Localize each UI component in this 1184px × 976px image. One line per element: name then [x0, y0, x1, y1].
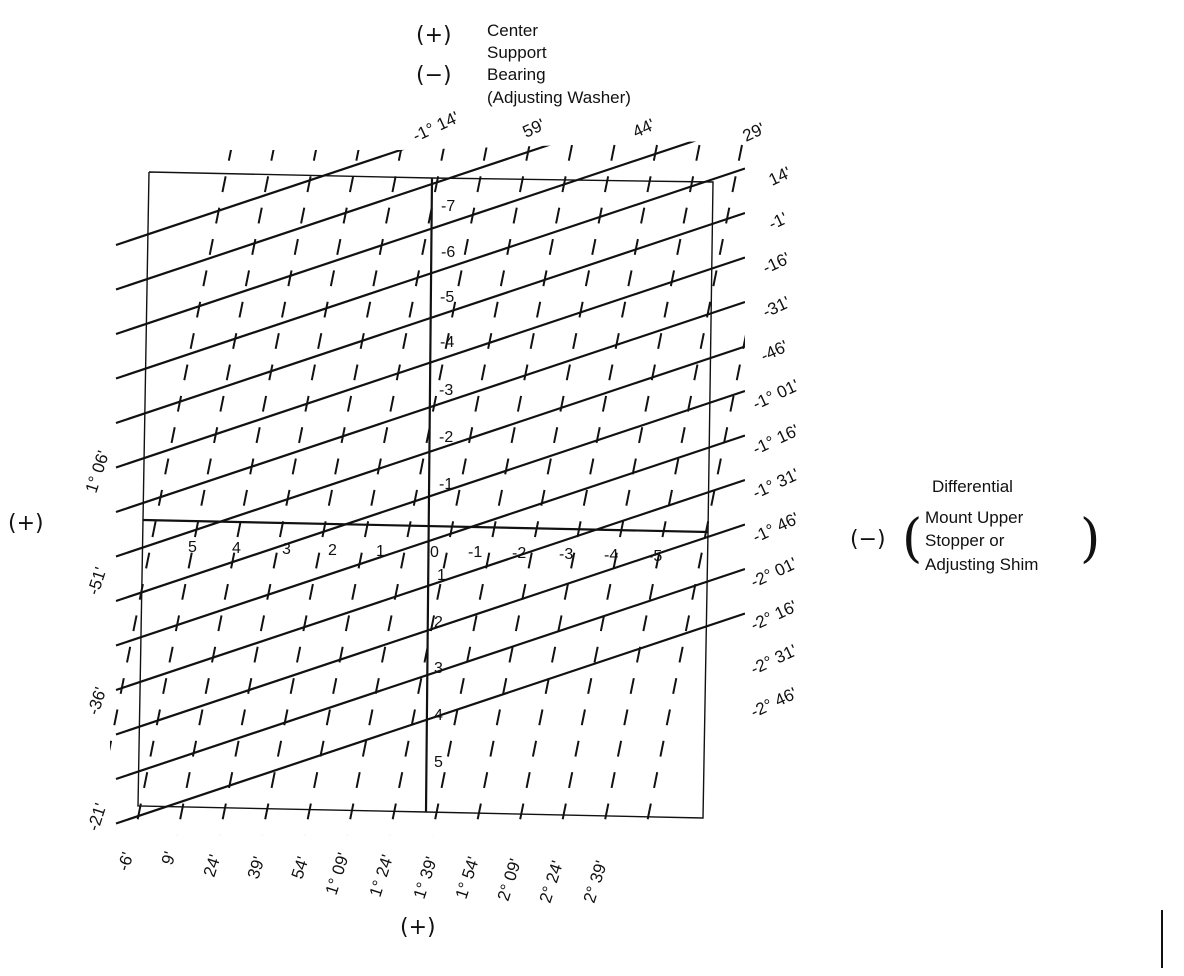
v-tick-label: -7 [441, 198, 456, 215]
h-tick-label: 4 [232, 540, 241, 557]
right-legend [850, 477, 1100, 574]
h-tick-label: 2 [328, 542, 337, 559]
v-tick-label: -5 [440, 289, 455, 306]
right-label: -1° 16' [749, 420, 802, 459]
right-label: -2° 46' [747, 683, 800, 722]
dashed-adjustment-line [475, 145, 615, 835]
v-tick-label: -1 [439, 476, 454, 493]
h-tick-label: 1 [376, 543, 385, 560]
left-plus-symbol: (+) [8, 511, 44, 536]
bottom-plus-symbol: (+) [400, 915, 436, 940]
v-tick-label: 5 [434, 754, 443, 771]
h-tick-label: -1 [468, 544, 483, 561]
bottom-angle-labels [114, 849, 611, 905]
h-origin-label: 0 [430, 544, 439, 561]
right-label: -46' [757, 336, 791, 366]
solid-adjustment-line [116, 569, 745, 779]
top-label: -1° 14' [409, 107, 462, 146]
dashed-adjustment-line [92, 145, 232, 835]
solid-adjustment-line [116, 436, 745, 646]
top-label: 29' [739, 119, 768, 146]
v-tick-label: 2 [434, 614, 443, 631]
v-tick-label: -2 [439, 429, 454, 446]
right-label: -16' [759, 248, 793, 278]
bottom-label: 2° 39' [579, 858, 612, 906]
top-legend-line1: Center [487, 21, 539, 40]
bottom-label: 1° 24' [365, 852, 398, 900]
right-legend-open-paren: ( [902, 509, 923, 569]
bottom-label: 1° 09' [321, 850, 354, 898]
dashed-adjustment-line [390, 145, 530, 835]
solid-adjustment-line [116, 480, 745, 690]
right-label: -1° 31' [749, 464, 802, 503]
bottom-label: 2° 09' [493, 856, 526, 904]
bottom-label: -6' [113, 849, 138, 874]
dashed-adjustment-line [135, 145, 275, 835]
dashed-adjustment-line [177, 145, 317, 835]
h-tick-label: -4 [604, 547, 619, 564]
dashed-adjustment-line [517, 145, 657, 835]
right-legend-line3: Adjusting Shim [925, 555, 1039, 574]
right-angle-labels [748, 163, 802, 722]
v-tick-label: -3 [439, 382, 454, 399]
right-legend-minus: (−) [850, 527, 886, 552]
top-legend-line2: Support [487, 43, 547, 62]
h-tick-label: 3 [282, 541, 291, 558]
right-label: -2° 16' [747, 596, 800, 635]
top-legend-plus: (+) [416, 23, 452, 48]
v-tick-label: 4 [434, 707, 443, 724]
top-legend-line3: Bearing [487, 65, 546, 84]
top-angle-labels [410, 108, 768, 146]
right-legend-title: Differential [932, 477, 1013, 496]
left-label: -36' [83, 684, 111, 718]
top-legend [416, 21, 631, 107]
right-label: -31' [759, 292, 793, 322]
right-label: -1° 46' [749, 508, 802, 547]
dashed-adjustment-line [262, 145, 402, 835]
h-tick-label: -3 [559, 546, 574, 563]
v-tick-label: -4 [440, 334, 455, 351]
right-legend-line2: Stopper or [925, 531, 1005, 550]
right-label: -1' [765, 208, 791, 234]
right-legend-line1: Mount Upper [925, 508, 1024, 527]
dashed-adjustment-line [347, 145, 487, 835]
v-tick-label: -6 [441, 244, 456, 261]
solid-adjustment-line [116, 614, 745, 824]
bottom-label: 1° 39' [409, 854, 442, 902]
left-label: -21' [83, 800, 111, 834]
left-label: 1° 06' [81, 448, 114, 496]
right-label: -2° 01' [747, 553, 800, 592]
bottom-label: 54' [287, 854, 313, 882]
bottom-label: 24' [199, 852, 225, 880]
top-label: 44' [629, 115, 658, 142]
left-angle-labels [82, 448, 113, 833]
top-legend-line4: (Adjusting Washer) [487, 88, 631, 107]
dashed-adjustment-line [602, 145, 742, 835]
v-tick-label: 3 [434, 660, 443, 677]
bottom-label: 2° 24' [535, 858, 568, 906]
right-label: 14' [765, 163, 794, 190]
axes [143, 178, 708, 812]
h-tick-label: -2 [512, 545, 527, 562]
right-legend-close-paren: ) [1080, 509, 1101, 569]
vertical-axis-labels [434, 198, 455, 771]
top-label: 59' [519, 115, 548, 142]
top-legend-minus: (−) [416, 63, 452, 88]
right-label: -1° 01' [749, 375, 802, 414]
v-tick-label: 1 [437, 567, 446, 584]
left-label: -51' [83, 564, 111, 598]
right-label: -2° 31' [747, 640, 800, 679]
bottom-label: 1° 54' [451, 854, 484, 902]
h-tick-label: 5 [188, 539, 197, 556]
bottom-label: 9' [157, 849, 180, 868]
bottom-label: 39' [243, 854, 269, 882]
h-tick-label: -5 [648, 548, 663, 565]
